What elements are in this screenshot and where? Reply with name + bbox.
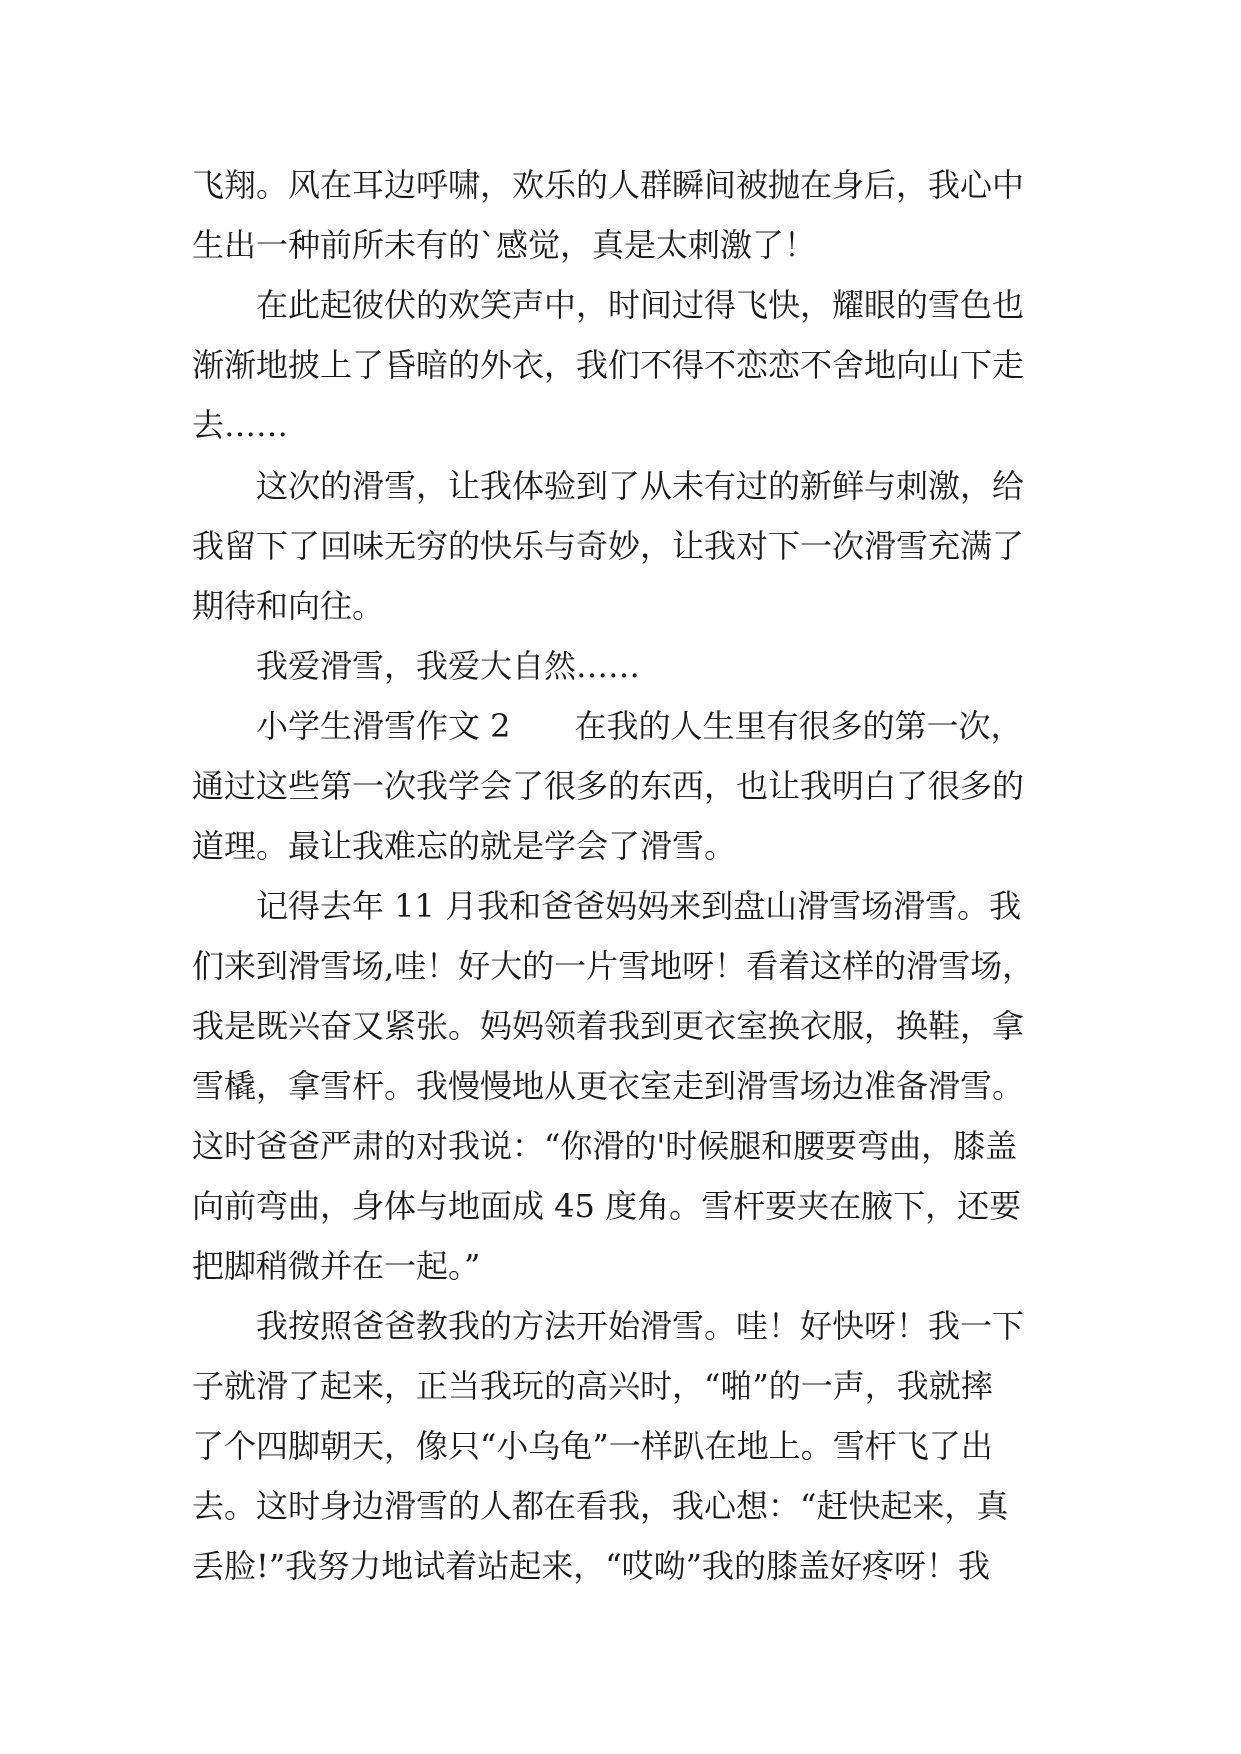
text-line: 雪橇，拿雪杆。我慢慢地从更衣室走到滑雪场边准备滑雪。	[192, 1067, 1025, 1105]
text-line: 飞翔。风在耳边呼啸，欢乐的人群瞬间被抛在身后，我心中	[192, 166, 1025, 204]
text-line: 了个四脚朝天，像只“小乌龟”一样趴在地上。雪杆飞了出	[192, 1427, 993, 1465]
text-line: 渐渐地披上了昏暗的外衣，我们不得不恋恋不舍地向山下走	[192, 346, 1025, 384]
paragraph-first-line: 我按照爸爸教我的方法开始滑雪。哇！好快呀！我一下	[256, 1307, 1025, 1345]
paragraph-first-line: 在此起彼伏的欢笑声中，时间过得飞快，耀眼的雪色也	[256, 286, 1025, 324]
text-line: 去。这时身边滑雪的人都在看我，我心想：“赶快起来，真	[192, 1487, 1009, 1525]
text-line: 期待和向往。	[192, 587, 385, 625]
paragraph-first-line: 记得去年 11 月我和爸爸妈妈来到盘山滑雪场滑雪。我	[256, 887, 1022, 925]
text-line: 我是既兴奋又紧张。妈妈领着我到更衣室换衣服，换鞋，拿	[192, 1007, 1025, 1045]
text-line: 把脚稍微并在一起。”	[192, 1247, 481, 1285]
text-line: 这时爸爸严肃的对我说：“你滑的'时候腿和腰要弯曲，膝盖	[192, 1127, 1018, 1165]
text-line: 子就滑了起来，正当我玩的高兴时，“啪”的一声，我就摔	[192, 1367, 993, 1405]
text-line: 生出一种前所未有的`感觉，真是太刺激了！	[192, 226, 817, 264]
text-line: 道理。最让我难忘的就是学会了滑雪。	[192, 827, 737, 865]
section-title-line: 小学生滑雪作文 2 在我的人生里有很多的第一次，	[256, 707, 1023, 745]
text-line: 向前弯曲，身体与地面成 45 度角。雪杆要夹在腋下，还要	[192, 1187, 1022, 1225]
paragraph-first-line: 我爱滑雪，我爱大自然……	[256, 647, 641, 685]
text-line: 们来到滑雪场,哇！好大的一片雪地呀！看着这样的滑雪场，	[192, 947, 1035, 985]
text-line: 我留下了回味无穷的快乐与奇妙，让我对下一次滑雪充满了	[192, 527, 1025, 565]
text-line: 去……	[192, 406, 289, 444]
text-line: 丢脸!”我努力地试着站起来，“哎呦”我的膝盖好疼呀！我	[192, 1547, 990, 1585]
paragraph-first-line: 这次的滑雪，让我体验到了从未有过的新鲜与刺激，给	[256, 467, 1025, 505]
text-line: 通过这些第一次我学会了很多的东西，也让我明白了很多的	[192, 767, 1025, 805]
